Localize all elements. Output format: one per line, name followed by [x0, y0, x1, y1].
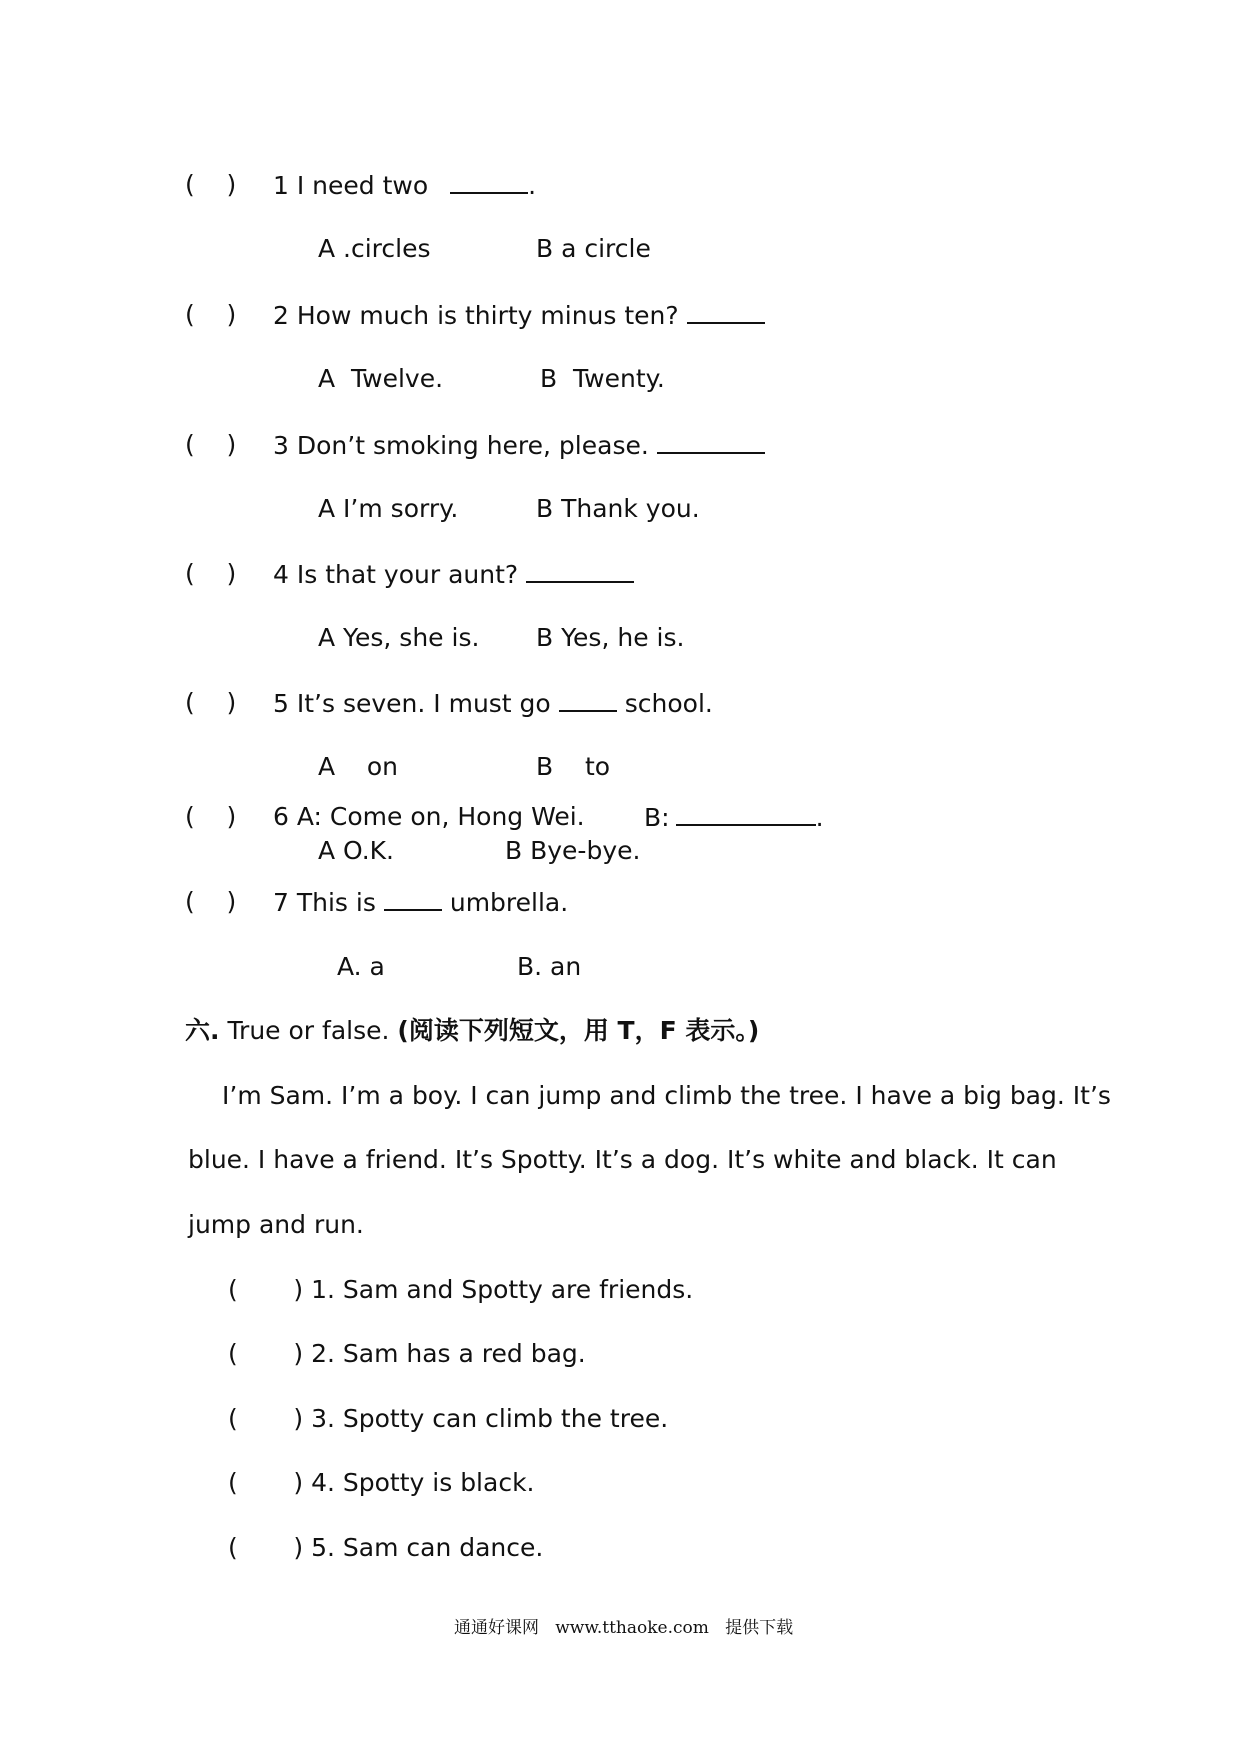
- q1-option-a: A .circles: [318, 234, 431, 263]
- q7-paren: ( ): [185, 887, 237, 916]
- tf-item-3: ( ) 3. Spotty can climb the tree.: [228, 1404, 669, 1433]
- q5-text: 5 It’s seven. I must go school.: [273, 689, 713, 718]
- tf-answer-box[interactable]: ( ): [228, 1404, 304, 1433]
- q2-option-a: A Twelve.: [318, 364, 444, 393]
- q7-text: 7 This is umbrella.: [273, 888, 569, 917]
- q6-text: 6 A: Come on, Hong Wei.: [273, 802, 585, 831]
- q4-option-b: B Yes, he is.: [536, 623, 685, 652]
- passage-line-1: I’m Sam. I’m a boy. I can jump and climb the tree. I have a big bag. It’s: [222, 1081, 1111, 1110]
- q3-option-a: A I’m sorry.: [318, 494, 459, 523]
- q1-text: 1 I need two .: [273, 171, 537, 200]
- q5-paren: ( ): [185, 688, 237, 717]
- q5-option-b: B to: [536, 752, 611, 781]
- page-footer: 通通好课网 www.tthaoke.com 提供下载: [454, 1618, 794, 1638]
- q3-text: 3 Don’t smoking here, please.: [273, 432, 765, 458]
- tf-item-4: ( ) 4. Spotty is black.: [228, 1468, 535, 1497]
- tf-item-2: ( ) 2. Sam has a red bag.: [228, 1339, 586, 1368]
- q3-blank[interactable]: [657, 432, 765, 454]
- tf-answer-box[interactable]: ( ): [228, 1533, 304, 1562]
- q7-blank[interactable]: [384, 889, 442, 911]
- q7-option-b: B. an: [517, 952, 582, 981]
- passage-line-2: blue. I have a friend. It’s Spotty. It’s a dog. It’s white and black. It can: [188, 1145, 1057, 1174]
- q6-blank[interactable]: [676, 804, 816, 826]
- q1-option-b: B a circle: [536, 234, 651, 263]
- section6-title: True or false.: [227, 1016, 390, 1045]
- q2-option-b: B Twenty.: [540, 364, 665, 393]
- q2-paren: ( ): [185, 300, 237, 329]
- q5-blank[interactable]: [559, 690, 617, 712]
- q3-paren: ( ): [185, 430, 237, 459]
- q6-paren: ( ): [185, 802, 237, 831]
- tf-answer-box[interactable]: ( ): [228, 1275, 304, 1304]
- section6-instruction: (阅读下列短文，用 T，F 表示。): [397, 1016, 760, 1045]
- q5-option-a: A on: [318, 752, 399, 781]
- passage-line-3: jump and run.: [188, 1210, 364, 1239]
- q1-blank[interactable]: [450, 172, 528, 194]
- section6-heading: [185, 1018, 759, 1043]
- q6-b-prompt: B: .: [644, 803, 824, 832]
- q6-option-a: A O.K.: [318, 836, 395, 865]
- tf-item-5: ( ) 5. Sam can dance.: [228, 1533, 544, 1562]
- q4-paren: ( ): [185, 559, 237, 588]
- section6-number: 六.: [185, 1016, 220, 1045]
- q2-blank[interactable]: [687, 302, 765, 324]
- tf-answer-box[interactable]: ( ): [228, 1339, 304, 1368]
- q3-option-b: B Thank you.: [536, 494, 700, 523]
- tf-item-1: ( ) 1. Sam and Spotty are friends.: [228, 1275, 694, 1304]
- q6-option-b: B Bye-bye.: [505, 836, 641, 865]
- q4-blank[interactable]: [526, 561, 634, 583]
- q4-option-a: A Yes, she is.: [318, 623, 480, 652]
- tf-answer-box[interactable]: ( ): [228, 1468, 304, 1497]
- q7-option-a: A. a: [337, 952, 385, 981]
- q4-text: 4 Is that your aunt?: [273, 561, 634, 587]
- q2-text: 2 How much is thirty minus ten?: [273, 302, 765, 328]
- q1-paren: ( ): [185, 170, 237, 199]
